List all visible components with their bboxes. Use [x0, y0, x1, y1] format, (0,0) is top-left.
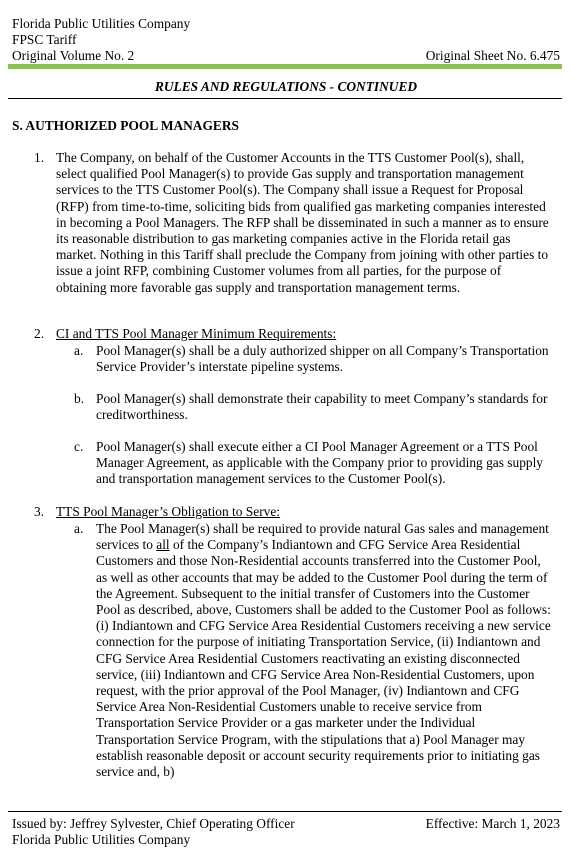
sub-item-label: a.: [74, 521, 84, 536]
sub-item-text-part: The Pool Manager(s) shall be required to provide natural Gas sales and management services to: [96, 521, 549, 553]
header-tariff: FPSC Tariff: [12, 32, 77, 47]
header-divider: [8, 64, 562, 69]
item-number: 2.: [34, 326, 45, 341]
footer-divider: [8, 811, 562, 812]
sub-item-label: b.: [74, 391, 85, 406]
page-title: RULES AND REGULATIONS - CONTINUED: [154, 79, 418, 94]
item-2-heading: CI and TTS Pool Manager Minimum Requirements:: [56, 326, 337, 341]
item-number: 3.: [34, 504, 45, 519]
footer-company: Florida Public Utilities Company: [12, 832, 191, 847]
effective-date: Effective: March 1, 2023: [425, 816, 560, 831]
section-heading: S. AUTHORIZED POOL MANAGERS: [12, 118, 239, 133]
emphasis-all: all: [156, 537, 170, 553]
sub-item-text: Pool Manager(s) shall execute either a CI Pool Manager Agreement or a TTS Pool Manager Agreement, as applicable with the Company prior to providing gas supply and transportation management services to the Customer Pool(s).: [96, 439, 543, 487]
sub-item-text-part: of the Company’s Indiantown and CFG Service Area Residential Customers and those Non-Residential accounts transferred into the Customer Pool, as well as other accounts that may be added to the Customer Pool during the term of the Agreement. Subsequent to the initial transfer of Customers into the Customer Pool as described, above, Customers shall be added to the Customer Pool as follows: (i) Indiantown and CFG Service Area Residential Customers receiving a new service connection for the purpose of initiating Transportation Service, (ii) Indiantown and CFG Service Area Residential Customers reactivating an existing disconnected service, (iii) Indiantown and CFG Service Area Non-Residential Customers, upon request, with the prior approval of the Pool Manager, (iv) Indiantown and CFG Service Area Non-Residential Customers unable to receive service from Transportation Service Provider or a gas marketer under the Individual Transportation Service Program, with the stipulations that a) Pool Manager may establish reasonable deposit or account security requirements prior to initiating gas service and, b): [96, 537, 551, 780]
header-sheet-number: Original Sheet No. 6.475: [425, 48, 560, 63]
title-underline: [8, 98, 562, 99]
sub-item-text: Pool Manager(s) shall demonstrate their capability to meet Company’s standards for creditworthiness.: [96, 391, 548, 423]
item-3-heading: TTS Pool Manager’s Obligation to Serve:: [56, 504, 281, 519]
sub-item-label: a.: [74, 343, 84, 358]
tariff-footer: [12, 816, 560, 848]
sub-item-text: Pool Manager(s) shall be a duly authorized shipper on all Company’s Transportation Service Provider’s interstate pipeline systems.: [96, 343, 549, 375]
sub-item-label: c.: [74, 439, 84, 454]
sub-item-text: [96, 521, 552, 780]
issued-by: Issued by: Jeffrey Sylvester, Chief Operating Officer: [12, 816, 295, 831]
header-volume: Original Volume No. 2: [12, 48, 135, 63]
tariff-header: [12, 16, 560, 64]
item-1-text: The Company, on behalf of the Customer Accounts in the TTS Customer Pool(s), shall, select qualified Pool Manager(s) to provide Gas supply and transportation management services to the TTS Customer Pool(s). The Company shall issue a Request for Proposal (RFP) from time-to-time, soliciting bids from qualified gas marketing companies interested in becoming a Pool Managers. The RFP shall be disseminated in such a manner as to ensure its reasonable distribution to gas marketing companies active in the Florida retail gas market. Nothing in this Tariff shall preclude the Company from joining with other parties to issue a joint RFP, combining Customer volumes from all parties, for the purpose of obtaining more favorable gas supply and transportation management terms.: [56, 150, 549, 295]
item-number: 1.: [34, 150, 45, 165]
header-company: Florida Public Utilities Company: [12, 16, 191, 31]
